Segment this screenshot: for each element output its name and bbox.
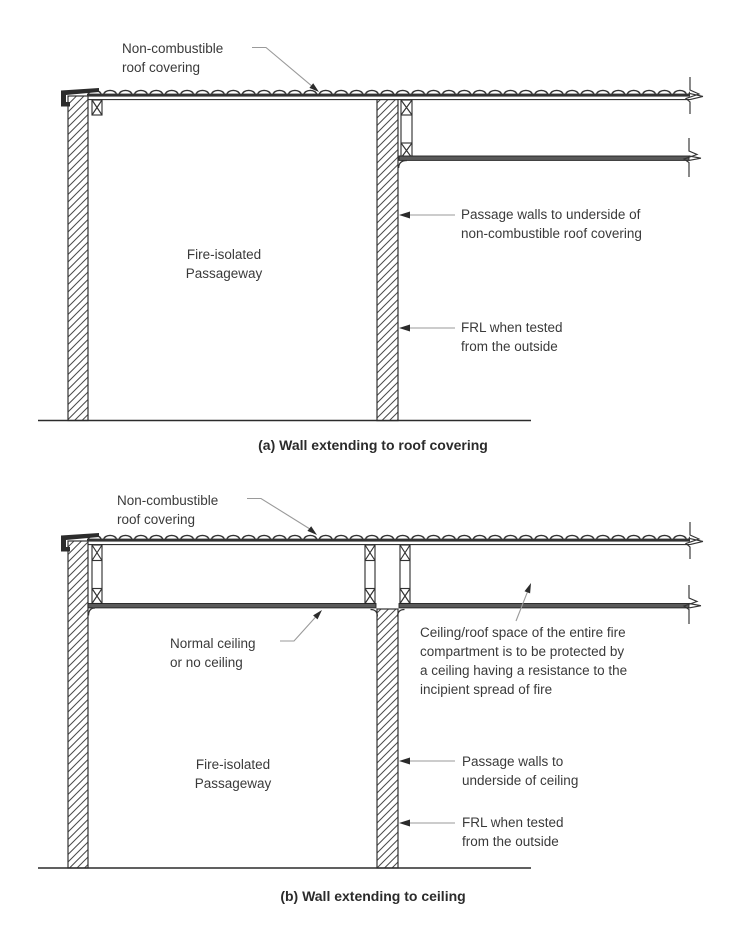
left-batten-a	[92, 100, 102, 115]
space-label-b-line2: compartment is to be protected by	[420, 644, 625, 659]
frl-label-b-line2: from the outside	[462, 834, 559, 849]
roof-covering-b	[87, 522, 703, 559]
passage-arrowhead-a	[399, 212, 410, 219]
left-batten-column-b	[92, 545, 102, 604]
caption-b: (b) Wall extending to ceiling	[280, 888, 466, 904]
passage-wall-a	[377, 100, 398, 421]
roof-label-b-line2: roof covering	[117, 512, 196, 527]
passage-label-b-line1: Passage walls to	[462, 754, 564, 769]
roof-label-b-line1: Non-combustible	[117, 493, 219, 508]
space-arrowhead-b	[525, 583, 532, 593]
wall-head-cove-left-b	[371, 610, 378, 617]
room-label-a-line1: Fire-isolated	[186, 247, 262, 262]
ceiling-label-b-line2: or no ceiling	[170, 655, 243, 670]
wall-head-cove-right-b	[398, 610, 405, 617]
left-wall-a	[68, 96, 88, 421]
roof-label-a-line1: Non-combustible	[122, 41, 224, 56]
passage-wall-b	[377, 609, 398, 868]
roof-label-a-line2: roof covering	[122, 60, 201, 75]
room-label-b-line1: Fire-isolated	[195, 757, 271, 772]
ceiling-cove-left-wall-b	[89, 608, 95, 616]
ceiling-right-b	[399, 604, 689, 608]
passage-batten-column-left-b	[365, 545, 375, 604]
frl-arrowhead-a	[399, 325, 410, 332]
frl-label-a-line2: from the outside	[461, 339, 558, 354]
passage-arrowhead-b	[399, 758, 410, 765]
caption-a: (a) Wall extending to roof covering	[258, 437, 488, 453]
passage-batten-column-right-b	[400, 545, 410, 604]
ceiling-left-b	[88, 604, 376, 608]
diagram-a	[38, 41, 703, 453]
roof-sheet-b	[87, 539, 690, 542]
left-wall-b	[68, 541, 88, 868]
passage-label-a-line1: Passage walls to underside of	[461, 207, 641, 222]
room-label-b-line2: Passageway	[194, 776, 272, 791]
space-label-b-line1: Ceiling/roof space of the entire fire	[420, 625, 626, 640]
roof-sheet-a	[87, 94, 690, 97]
space-label-b-line3: a ceiling having a resistance to the	[420, 663, 628, 678]
frl-label-b-line1: FRL when tested	[462, 815, 564, 830]
ceiling-a	[399, 138, 701, 177]
roof-leader-a	[252, 48, 311, 86]
frl-arrowhead-b	[399, 820, 410, 827]
frl-label-a-line1: FRL when tested	[461, 320, 563, 335]
diagram-b	[38, 493, 703, 904]
passage-batten-column-a	[401, 100, 412, 158]
ceiling-leader-b	[280, 617, 315, 641]
roof-leader-b	[247, 499, 309, 529]
ceiling-label-b-line1: Normal ceiling	[170, 636, 256, 651]
ceiling-cove-a	[399, 161, 407, 169]
passage-label-b-line2: underside of ceiling	[462, 773, 579, 788]
ceiling-line-a	[399, 156, 689, 160]
passage-label-a-line2: non-combustible roof covering	[461, 226, 642, 241]
room-label-a-line2: Passageway	[185, 266, 263, 281]
space-label-b-line4: incipient spread of fire	[420, 682, 553, 697]
